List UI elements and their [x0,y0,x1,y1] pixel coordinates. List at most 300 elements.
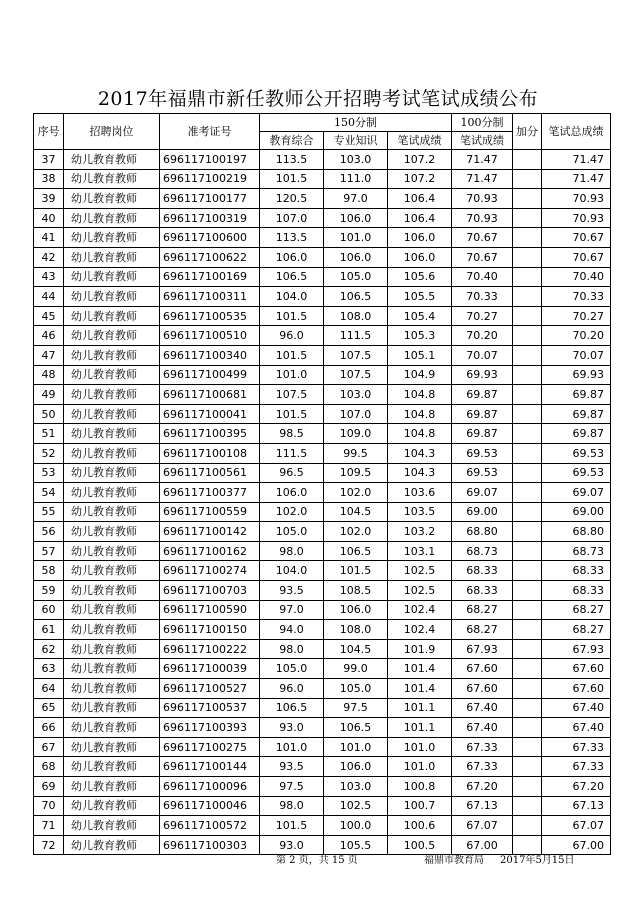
cell-exam-id: 696117100219 [160,169,260,189]
header-seq: 序号 [34,114,64,150]
cell-bonus [513,404,542,424]
cell-written-100: 71.47 [452,150,513,170]
table-row [34,522,611,542]
cell-position: 幼儿教育教师 [64,541,160,561]
cell-exam-id: 696117100177 [160,189,260,209]
cell-written-100: 67.60 [452,659,513,679]
cell-position: 幼儿教育教师 [64,659,160,679]
score-table [33,113,611,855]
cell-seq: 51 [34,424,64,444]
cell-exam-id: 696117100197 [160,150,260,170]
cell-edu: 96.0 [260,679,324,699]
cell-edu: 107.5 [260,385,324,405]
cell-position: 幼儿教育教师 [64,189,160,209]
cell-written-100: 70.07 [452,345,513,365]
cell-prof: 103.0 [324,385,388,405]
cell-written-150: 104.3 [388,463,452,483]
cell-bonus [513,737,542,757]
header-100-group: 100分制 [452,114,513,132]
cell-seq: 58 [34,561,64,581]
cell-bonus [513,502,542,522]
cell-total: 67.20 [542,777,611,797]
cell-prof: 107.5 [324,345,388,365]
table-row [34,443,611,463]
cell-prof: 107.5 [324,365,388,385]
cell-seq: 66 [34,718,64,738]
cell-position: 幼儿教育教师 [64,306,160,326]
cell-prof: 108.5 [324,581,388,601]
cell-total: 68.33 [542,581,611,601]
cell-seq: 63 [34,659,64,679]
cell-written-100: 68.27 [452,620,513,640]
cell-prof: 106.0 [324,757,388,777]
cell-bonus [513,816,542,836]
cell-seq: 67 [34,737,64,757]
cell-edu: 101.0 [260,365,324,385]
page-title: 2017年福鼎市新任教师公开招聘考试笔试成绩公布 [97,88,539,110]
cell-position: 幼儿教育教师 [64,150,160,170]
cell-exam-id: 696117100590 [160,600,260,620]
cell-total: 70.67 [542,247,611,267]
cell-edu: 113.5 [260,228,324,248]
cell-written-150: 105.1 [388,345,452,365]
cell-position: 幼儿教育教师 [64,522,160,542]
cell-position: 幼儿教育教师 [64,463,160,483]
table-row [34,150,611,170]
cell-total: 68.27 [542,620,611,640]
table-row [34,777,611,797]
cell-edu: 105.0 [260,522,324,542]
cell-position: 幼儿教育教师 [64,737,160,757]
cell-bonus [513,365,542,385]
cell-seq: 57 [34,541,64,561]
cell-position: 幼儿教育教师 [64,620,160,640]
cell-bonus [513,796,542,816]
cell-written-100: 69.00 [452,502,513,522]
cell-seq: 40 [34,208,64,228]
cell-position: 幼儿教育教师 [64,247,160,267]
cell-position: 幼儿教育教师 [64,443,160,463]
cell-edu: 101.5 [260,306,324,326]
cell-bonus [513,659,542,679]
cell-exam-id: 696117100274 [160,561,260,581]
cell-position: 幼儿教育教师 [64,777,160,797]
cell-edu: 98.0 [260,639,324,659]
cell-exam-id: 696117100046 [160,796,260,816]
cell-position: 幼儿教育教师 [64,757,160,777]
footer-date: 2017年5月15日 [500,855,575,866]
cell-prof: 103.0 [324,777,388,797]
cell-bonus [513,541,542,561]
cell-prof: 108.0 [324,306,388,326]
cell-total: 70.27 [542,306,611,326]
cell-seq: 52 [34,443,64,463]
cell-total: 69.87 [542,385,611,405]
cell-written-150: 103.2 [388,522,452,542]
table-row [34,247,611,267]
cell-total: 68.33 [542,561,611,581]
footer-page: 第 2 页，共 15 页 [276,855,358,866]
cell-position: 幼儿教育教师 [64,326,160,346]
cell-written-100: 70.67 [452,247,513,267]
cell-written-100: 69.87 [452,385,513,405]
cell-total: 67.60 [542,679,611,699]
cell-written-100: 67.40 [452,718,513,738]
cell-bonus [513,326,542,346]
cell-edu: 105.0 [260,659,324,679]
cell-bonus [513,189,542,209]
cell-written-100: 68.73 [452,541,513,561]
cell-bonus [513,600,542,620]
cell-written-150: 104.8 [388,404,452,424]
cell-total: 71.47 [542,169,611,189]
cell-position: 幼儿教育教师 [64,581,160,601]
cell-exam-id: 696117100622 [160,247,260,267]
cell-seq: 47 [34,345,64,365]
cell-position: 幼儿教育教师 [64,718,160,738]
cell-written-150: 101.9 [388,639,452,659]
cell-exam-id: 696117100681 [160,385,260,405]
cell-seq: 50 [34,404,64,424]
cell-edu: 101.5 [260,816,324,836]
cell-exam-id: 696117100537 [160,698,260,718]
cell-written-100: 69.53 [452,443,513,463]
cell-written-150: 104.8 [388,385,452,405]
table-row [34,718,611,738]
table-row [34,385,611,405]
cell-total: 67.33 [542,737,611,757]
cell-prof: 106.0 [324,247,388,267]
cell-seq: 38 [34,169,64,189]
cell-seq: 42 [34,247,64,267]
cell-seq: 60 [34,600,64,620]
cell-position: 幼儿教育教师 [64,679,160,699]
cell-prof: 108.0 [324,620,388,640]
cell-written-100: 70.20 [452,326,513,346]
cell-bonus [513,208,542,228]
table-row [34,208,611,228]
cell-total: 71.47 [542,150,611,170]
cell-edu: 101.5 [260,404,324,424]
cell-written-100: 70.93 [452,208,513,228]
cell-total: 69.07 [542,483,611,503]
cell-prof: 103.0 [324,150,388,170]
cell-exam-id: 696117100096 [160,777,260,797]
cell-edu: 93.0 [260,835,324,855]
cell-exam-id: 696117100600 [160,228,260,248]
cell-written-100: 70.93 [452,189,513,209]
table-row [34,600,611,620]
cell-seq: 65 [34,698,64,718]
cell-prof: 107.0 [324,404,388,424]
cell-written-100: 70.33 [452,287,513,307]
cell-written-100: 68.27 [452,600,513,620]
cell-written-100: 69.87 [452,404,513,424]
cell-total: 70.20 [542,326,611,346]
cell-bonus [513,424,542,444]
cell-bonus [513,385,542,405]
table-row [34,757,611,777]
header-150-group: 150分制 [260,114,452,132]
cell-written-100: 70.67 [452,228,513,248]
cell-exam-id: 696117100108 [160,443,260,463]
cell-written-150: 103.1 [388,541,452,561]
table-body [34,150,611,855]
cell-bonus [513,267,542,287]
cell-written-150: 107.2 [388,169,452,189]
cell-written-150: 103.5 [388,502,452,522]
cell-total: 67.07 [542,816,611,836]
table-row [34,228,611,248]
cell-prof: 102.5 [324,796,388,816]
header-total: 笔试总成绩 [542,114,611,150]
cell-edu: 96.0 [260,326,324,346]
cell-edu: 106.5 [260,698,324,718]
cell-prof: 106.5 [324,287,388,307]
cell-edu: 106.5 [260,267,324,287]
cell-total: 69.87 [542,424,611,444]
cell-bonus [513,698,542,718]
table-row [34,561,611,581]
cell-position: 幼儿教育教师 [64,365,160,385]
cell-exam-id: 696117100144 [160,757,260,777]
table-row [34,326,611,346]
table-row [34,189,611,209]
cell-bonus [513,443,542,463]
cell-seq: 56 [34,522,64,542]
cell-prof: 101.0 [324,737,388,757]
cell-exam-id: 696117100377 [160,483,260,503]
cell-prof: 105.0 [324,679,388,699]
cell-total: 68.73 [542,541,611,561]
cell-seq: 39 [34,189,64,209]
cell-written-150: 101.4 [388,659,452,679]
cell-written-150: 105.4 [388,306,452,326]
cell-seq: 61 [34,620,64,640]
cell-seq: 44 [34,287,64,307]
cell-prof: 99.0 [324,659,388,679]
cell-edu: 97.0 [260,600,324,620]
cell-written-150: 101.0 [388,757,452,777]
cell-written-150: 102.4 [388,620,452,640]
cell-prof: 97.0 [324,189,388,209]
cell-exam-id: 696117100559 [160,502,260,522]
cell-total: 67.93 [542,639,611,659]
table-row [34,639,611,659]
cell-written-100: 69.53 [452,463,513,483]
cell-seq: 53 [34,463,64,483]
cell-written-100: 69.93 [452,365,513,385]
cell-written-100: 67.13 [452,796,513,816]
cell-exam-id: 696117100041 [160,404,260,424]
cell-seq: 59 [34,581,64,601]
cell-written-100: 69.87 [452,424,513,444]
cell-prof: 109.5 [324,463,388,483]
cell-total: 69.87 [542,404,611,424]
cell-written-150: 105.3 [388,326,452,346]
cell-total: 70.40 [542,267,611,287]
cell-edu: 111.5 [260,443,324,463]
cell-edu: 98.0 [260,541,324,561]
cell-prof: 111.5 [324,326,388,346]
table-row [34,463,611,483]
cell-exam-id: 696117100275 [160,737,260,757]
cell-written-150: 106.4 [388,208,452,228]
header-edu: 教育综合 [260,132,324,150]
cell-bonus [513,463,542,483]
cell-position: 幼儿教育教师 [64,483,160,503]
cell-bonus [513,169,542,189]
cell-total: 69.00 [542,502,611,522]
table-row [34,502,611,522]
cell-written-100: 67.40 [452,698,513,718]
cell-written-150: 102.4 [388,600,452,620]
cell-total: 70.67 [542,228,611,248]
table-row [34,659,611,679]
cell-prof: 104.5 [324,502,388,522]
cell-bonus [513,287,542,307]
cell-bonus [513,757,542,777]
cell-prof: 105.0 [324,267,388,287]
cell-edu: 113.5 [260,150,324,170]
cell-seq: 62 [34,639,64,659]
cell-bonus [513,777,542,797]
cell-exam-id: 696117100039 [160,659,260,679]
cell-edu: 102.0 [260,502,324,522]
table-row [34,679,611,699]
cell-position: 幼儿教育教师 [64,502,160,522]
cell-written-100: 68.33 [452,561,513,581]
cell-written-100: 69.07 [452,483,513,503]
footer-org: 福鼎市教育局 [424,855,484,866]
cell-position: 幼儿教育教师 [64,835,160,855]
cell-seq: 48 [34,365,64,385]
cell-edu: 96.5 [260,463,324,483]
cell-position: 幼儿教育教师 [64,796,160,816]
cell-seq: 70 [34,796,64,816]
table-row [34,345,611,365]
cell-bonus [513,620,542,640]
cell-written-150: 101.0 [388,737,452,757]
cell-exam-id: 696117100395 [160,424,260,444]
cell-seq: 55 [34,502,64,522]
cell-exam-id: 696117100393 [160,718,260,738]
cell-total: 69.53 [542,443,611,463]
cell-written-150: 103.6 [388,483,452,503]
cell-prof: 97.5 [324,698,388,718]
cell-written-150: 106.4 [388,189,452,209]
cell-prof: 102.0 [324,483,388,503]
cell-total: 70.33 [542,287,611,307]
cell-written-150: 105.5 [388,287,452,307]
cell-written-150: 107.2 [388,150,452,170]
cell-bonus [513,522,542,542]
header-prof: 专业知识 [324,132,388,150]
cell-exam-id: 696117100535 [160,306,260,326]
cell-bonus [513,228,542,248]
table-row [34,424,611,444]
cell-position: 幼儿教育教师 [64,385,160,405]
cell-total: 67.13 [542,796,611,816]
cell-position: 幼儿教育教师 [64,639,160,659]
table-row [34,620,611,640]
cell-edu: 120.5 [260,189,324,209]
cell-edu: 93.5 [260,581,324,601]
cell-written-100: 67.60 [452,679,513,699]
cell-total: 70.93 [542,208,611,228]
cell-written-150: 104.8 [388,424,452,444]
cell-written-100: 68.33 [452,581,513,601]
cell-edu: 104.0 [260,287,324,307]
cell-written-150: 101.1 [388,718,452,738]
cell-exam-id: 696117100162 [160,541,260,561]
table-row [34,698,611,718]
cell-edu: 101.0 [260,737,324,757]
cell-edu: 106.0 [260,247,324,267]
cell-total: 67.40 [542,698,611,718]
cell-written-150: 102.5 [388,561,452,581]
cell-bonus [513,150,542,170]
cell-position: 幼儿教育教师 [64,169,160,189]
cell-position: 幼儿教育教师 [64,424,160,444]
table-row [34,581,611,601]
cell-edu: 101.5 [260,345,324,365]
cell-written-150: 106.0 [388,228,452,248]
cell-edu: 104.0 [260,561,324,581]
cell-exam-id: 696117100222 [160,639,260,659]
cell-exam-id: 696117100510 [160,326,260,346]
cell-written-150: 101.4 [388,679,452,699]
cell-written-100: 67.33 [452,757,513,777]
cell-position: 幼儿教育教师 [64,208,160,228]
header-position: 招聘岗位 [64,114,160,150]
cell-position: 幼儿教育教师 [64,698,160,718]
cell-total: 69.93 [542,365,611,385]
cell-edu: 107.0 [260,208,324,228]
cell-written-150: 102.5 [388,581,452,601]
header-written-100: 笔试成绩 [452,132,513,150]
cell-exam-id: 696117100142 [160,522,260,542]
cell-written-100: 67.93 [452,639,513,659]
cell-bonus [513,718,542,738]
cell-edu: 94.0 [260,620,324,640]
cell-written-150: 100.8 [388,777,452,797]
cell-seq: 46 [34,326,64,346]
cell-prof: 101.0 [324,228,388,248]
cell-edu: 98.5 [260,424,324,444]
cell-exam-id: 696117100703 [160,581,260,601]
header-bonus: 加分 [513,114,542,150]
cell-bonus [513,306,542,326]
cell-prof: 104.5 [324,639,388,659]
cell-prof: 106.0 [324,600,388,620]
cell-seq: 71 [34,816,64,836]
header-written-150: 笔试成绩 [388,132,452,150]
cell-written-150: 100.7 [388,796,452,816]
table-row [34,796,611,816]
cell-prof: 102.0 [324,522,388,542]
cell-exam-id: 696117100303 [160,835,260,855]
cell-prof: 101.5 [324,561,388,581]
cell-written-150: 106.0 [388,247,452,267]
cell-exam-id: 696117100319 [160,208,260,228]
cell-total: 69.53 [542,463,611,483]
cell-total: 67.33 [542,757,611,777]
cell-position: 幼儿教育教师 [64,228,160,248]
cell-bonus [513,247,542,267]
cell-seq: 54 [34,483,64,503]
cell-position: 幼儿教育教师 [64,561,160,581]
